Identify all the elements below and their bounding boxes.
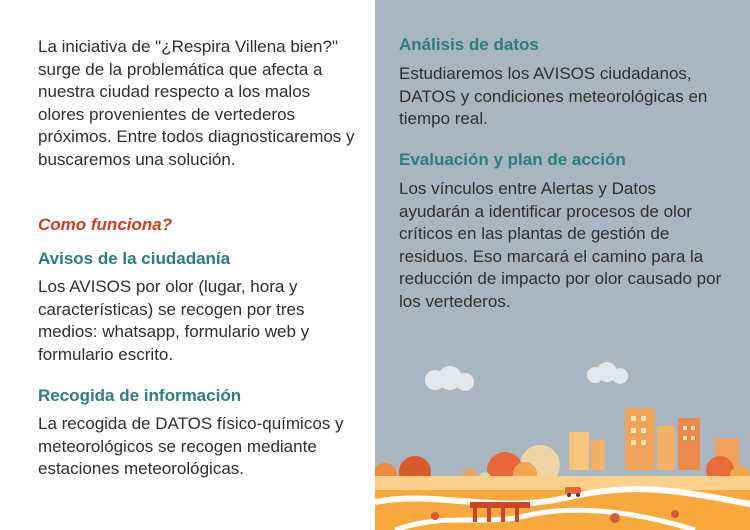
section-heading-citizen-alerts: Avisos de la ciudadanía [38, 249, 231, 268]
section-heading-data-collection: Recogida de información [38, 386, 242, 405]
section-body-data-collection: La recogida de DATOS físico-químicos y meteorológicos se recogen mediante estaciones meteorológicas. [38, 414, 344, 478]
section-heading-evaluation: Evaluación y plan de acción [399, 150, 626, 169]
section-body-citizen-alerts: Los AVISOS por olor (lugar, hora y características) se recogen por tres medios: whatsapp, formulario web y formulario escrito. [38, 277, 310, 364]
intro-paragraph: La iniciativa de "¿Respira Villena bien?" surge de la problemática que afecta a nuestra ciudad respecto a los malos olores provenientes de vertederos próximos. Entre todos diagnosticaremos y buscaremos una solución. [38, 37, 355, 169]
section-body-evaluation: Los vínculos entre Alertas y Datos ayudarán a identificar procesos de olor críticos en las plantas de gestión de residuos. Eso marcará el camino para la reducción de impacto por olor causado por los vertederos. [399, 179, 722, 311]
section-body-data-analysis: Estudiaremos los AVISOS ciudadanos, DATOS y condiciones meteorológicas en tiempo real. [399, 64, 708, 128]
city-landscape-illustration [375, 330, 750, 530]
section-heading-data-analysis: Análisis de datos [399, 35, 539, 54]
how-it-works-heading: Como funciona? [38, 215, 173, 234]
right-panel [375, 0, 750, 530]
